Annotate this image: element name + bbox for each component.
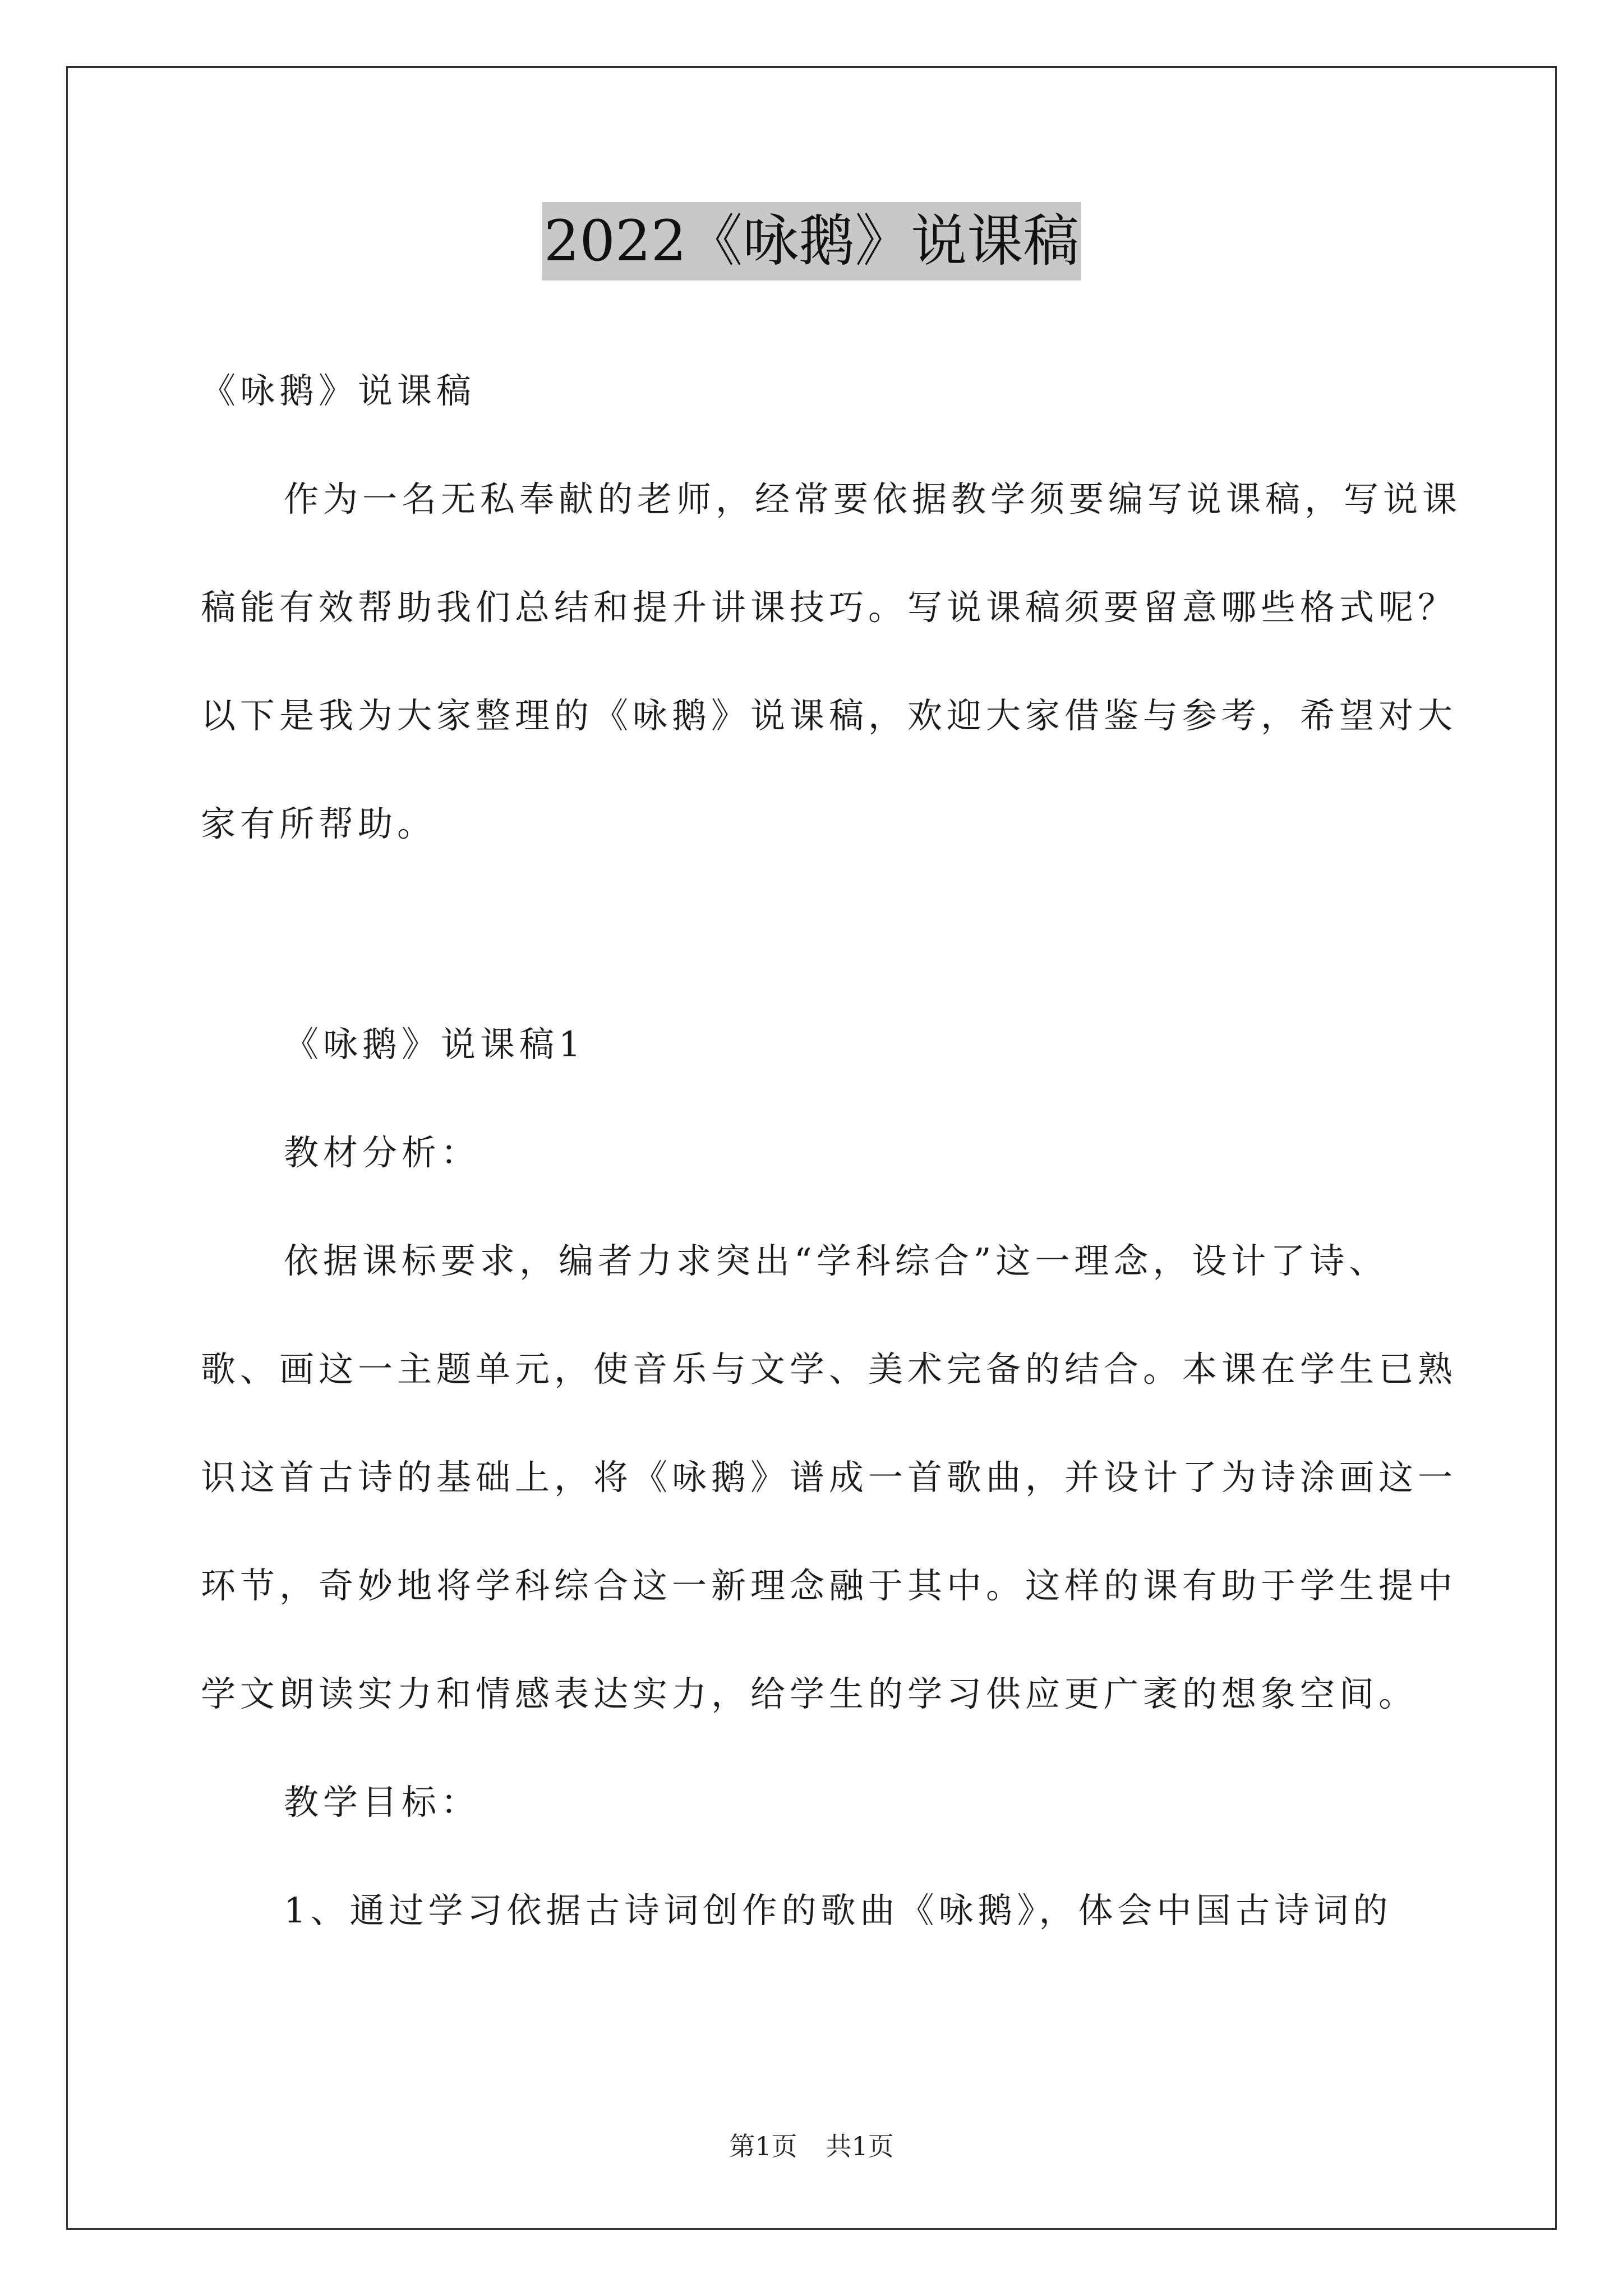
page-number: 第1页 xyxy=(729,2131,797,2161)
subtitle: 《咏鹅》说课稿 xyxy=(201,370,476,411)
heading-analysis: 教材分析： xyxy=(284,1132,481,1173)
document-body xyxy=(201,337,1463,1964)
goal-1-paragraph: 1、通过学习依据古诗词创作的歌曲《咏鹅》，体会中国古诗词的 xyxy=(284,1890,1393,1931)
analysis-paragraph: 依据课标要求，编者力求突出“学科综合”这一理念，设计了诗、歌、画这一主题单元，使音乐与文学、美术完备的结合。本课在学生已熟识这首古诗的基础上，将《咏鹅》谱成一首歌曲，并设计了为诗涂画这一环节，奇妙地将学科综合这一新理念融于其中。这样的课有助于学生提中学文朗读实力和情感表达实力，给学生的学习供应更广袤的想象空间。 xyxy=(201,1240,1458,1714)
document-title: 2022《咏鹅》说课稿 xyxy=(542,202,1082,280)
section-gap xyxy=(201,878,1463,990)
heading-goals: 教学目标： xyxy=(284,1782,481,1823)
intro-paragraph: 作为一名无私奉献的老师，经常要依据教学须要编写说课稿，写说课稿能有效帮助我们总结和提升讲课技巧。写说课稿须要留意哪些格式呢？以下是我为大家整理的《咏鹅》说课稿，欢迎大家借鉴与参考，希望对大家有所帮助。 xyxy=(201,478,1462,844)
section-title: 《咏鹅》说课稿1 xyxy=(284,1024,585,1065)
page-footer xyxy=(0,2126,1623,2163)
page-total: 共1页 xyxy=(826,2131,894,2161)
title-container xyxy=(0,202,1623,280)
